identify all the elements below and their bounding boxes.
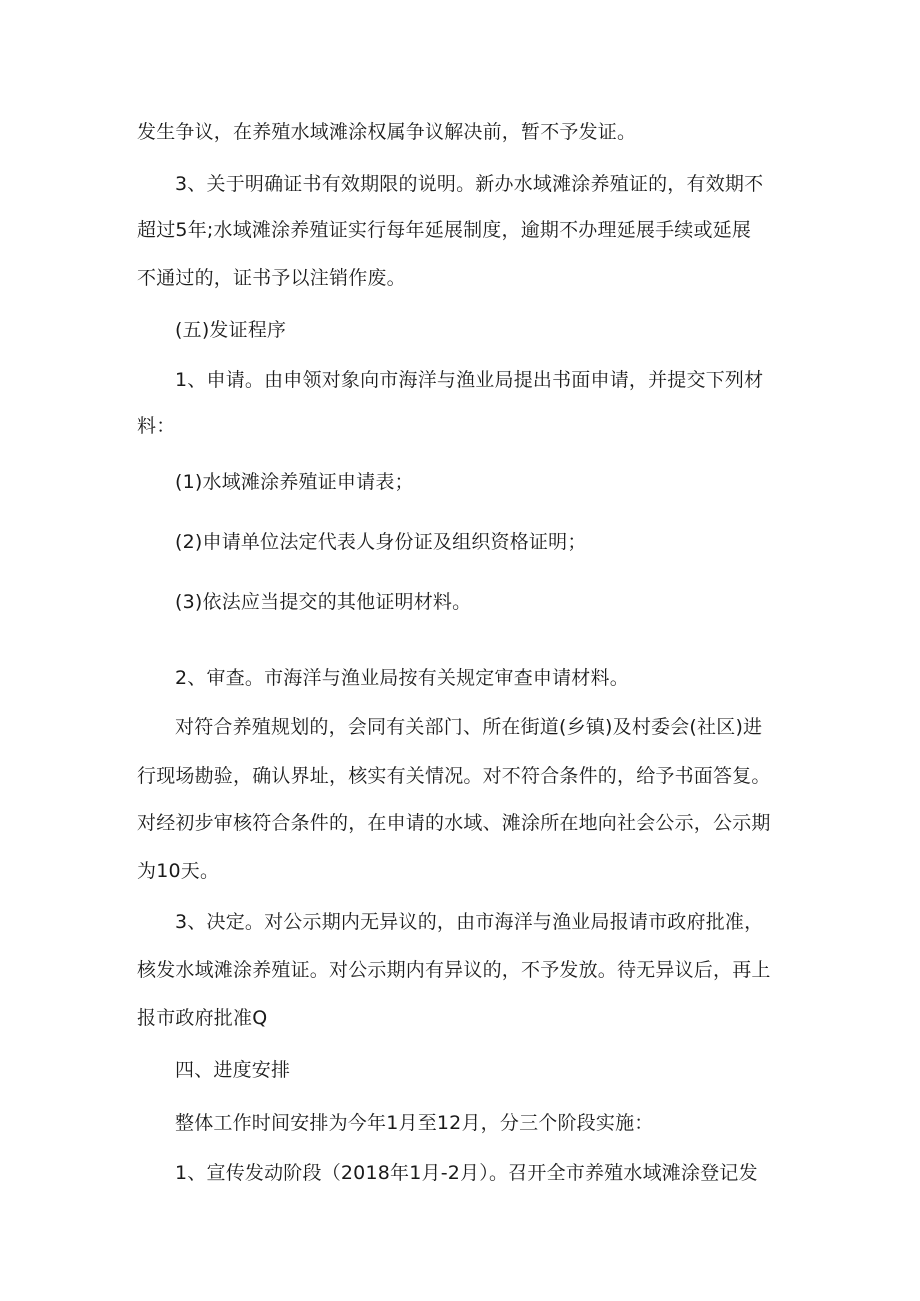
paragraph-line: 3、关于明确证书有效期限的说明。新办水域滩涂养殖证的，有效期不	[175, 173, 764, 195]
list-item: (3)依法应当提交的其他证明材料。	[175, 591, 472, 613]
section-heading: (五)发证程序	[175, 319, 287, 341]
paragraph-line: 3、决定。对公示期内无异议的，由市海洋与渔业局报请市政府批准，	[175, 911, 764, 933]
list-item: (2)申请单位法定代表人身份证及组织资格证明；	[175, 531, 587, 553]
paragraph-line: 1、宣传发动阶段（2018年1月-2月）。召开全市养殖水域滩涂登记发	[175, 1162, 758, 1184]
section-heading: 四、进度安排	[175, 1059, 291, 1081]
paragraph-line: 发生争议，在养殖水域滩涂权属争议解决前，暂不予发证。	[137, 121, 637, 143]
paragraph-line: 超过5年;水域滩涂养殖证实行每年延展制度，逾期不办理延展手续或延展	[137, 219, 752, 241]
paragraph-line: 对经初步审核符合条件的，在申请的水域、滩涂所在地向社会公示，公示期	[137, 812, 771, 834]
paragraph-line: 核发水域滩涂养殖证。对公示期内有异议的，不予发放。待无异议后，再上	[137, 959, 771, 981]
paragraph-line: 2、审查。市海洋与渔业局按有关规定审查申请材料。	[175, 667, 629, 689]
paragraph-line: 对符合养殖规划的，会同有关部门、所在街道(乡镇)及村委会(社区)进	[175, 716, 763, 738]
paragraph-line: 1、申请。由申领对象向市海洋与渔业局提出书面申请，并提交下列材	[175, 369, 764, 391]
paragraph-line: 料：	[137, 415, 176, 437]
paragraph-line: 报市政府批准Q	[137, 1007, 268, 1029]
paragraph-line: 整体工作时间安排为今年1月至12月，分三个阶段实施：	[175, 1112, 654, 1134]
list-item: (1)水域滩涂养殖证申请表；	[175, 471, 414, 493]
paragraph-line: 不通过的，证书予以注销作废。	[137, 267, 406, 289]
paragraph-line: 行现场勘验，确认界址，核实有关情况。对不符合条件的，给予书面答复。	[137, 765, 771, 787]
paragraph-line: 为10天。	[137, 860, 220, 882]
